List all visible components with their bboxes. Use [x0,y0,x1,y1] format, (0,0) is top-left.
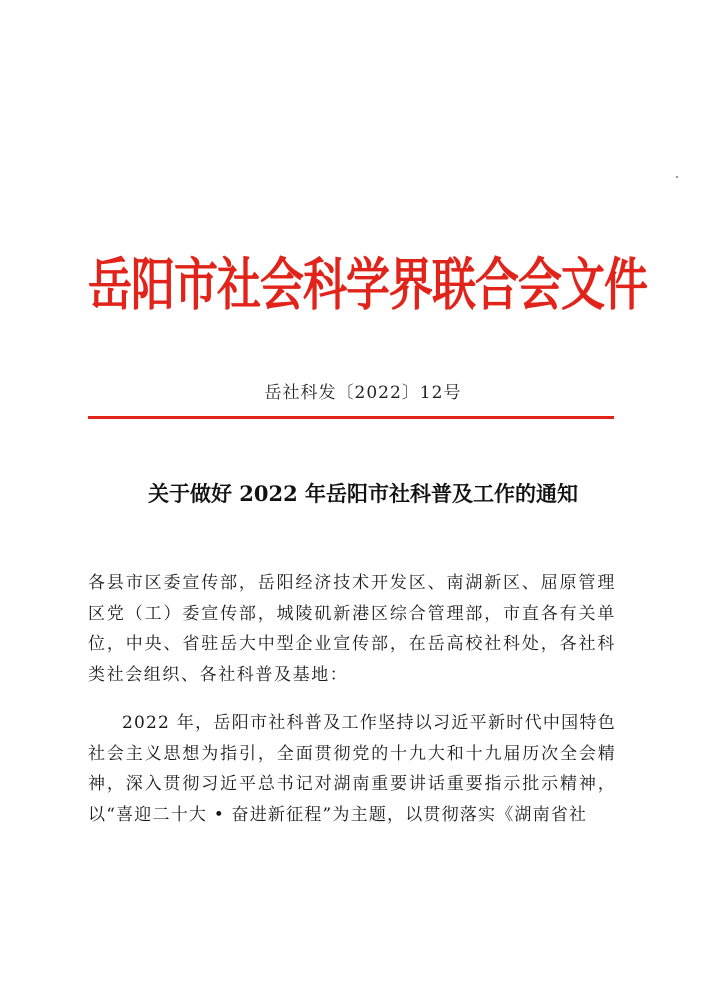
body-paragraph: 2022 年，岳阳市社科普及工作坚持以习近平新时代中国特色社会主义思想为指引，全面贯彻党的十九大和十九届历次全会精神，深入贯彻习近平总书记对湖南重要讲话重要指示批示精神，以“喜迎二十大 • 奋进新征程”为主题，以贯彻落实《湖南省社 [88,713,616,825]
org-document-title: 岳阳市社会科学界联合会文件 [88,252,647,318]
recipients-paragraph: 各县市区委宣传部，岳阳经济技术开发区、南湖新区、屈原管理区党（工）委宣传部，城陵矶新港区综合管理部，市直各有关单位，中央、省驻岳大中型企业宣传部，在岳高校社科处，各社科类社会组织、各社科普及基地： [88,573,616,685]
scan-speck [676,176,678,178]
notice-title: 关于做好 2022 年岳阳市社科普及工作的通知 [147,481,579,506]
document-number: 岳社科发〔2022〕12号 [264,383,462,403]
red-divider-line [88,416,614,419]
